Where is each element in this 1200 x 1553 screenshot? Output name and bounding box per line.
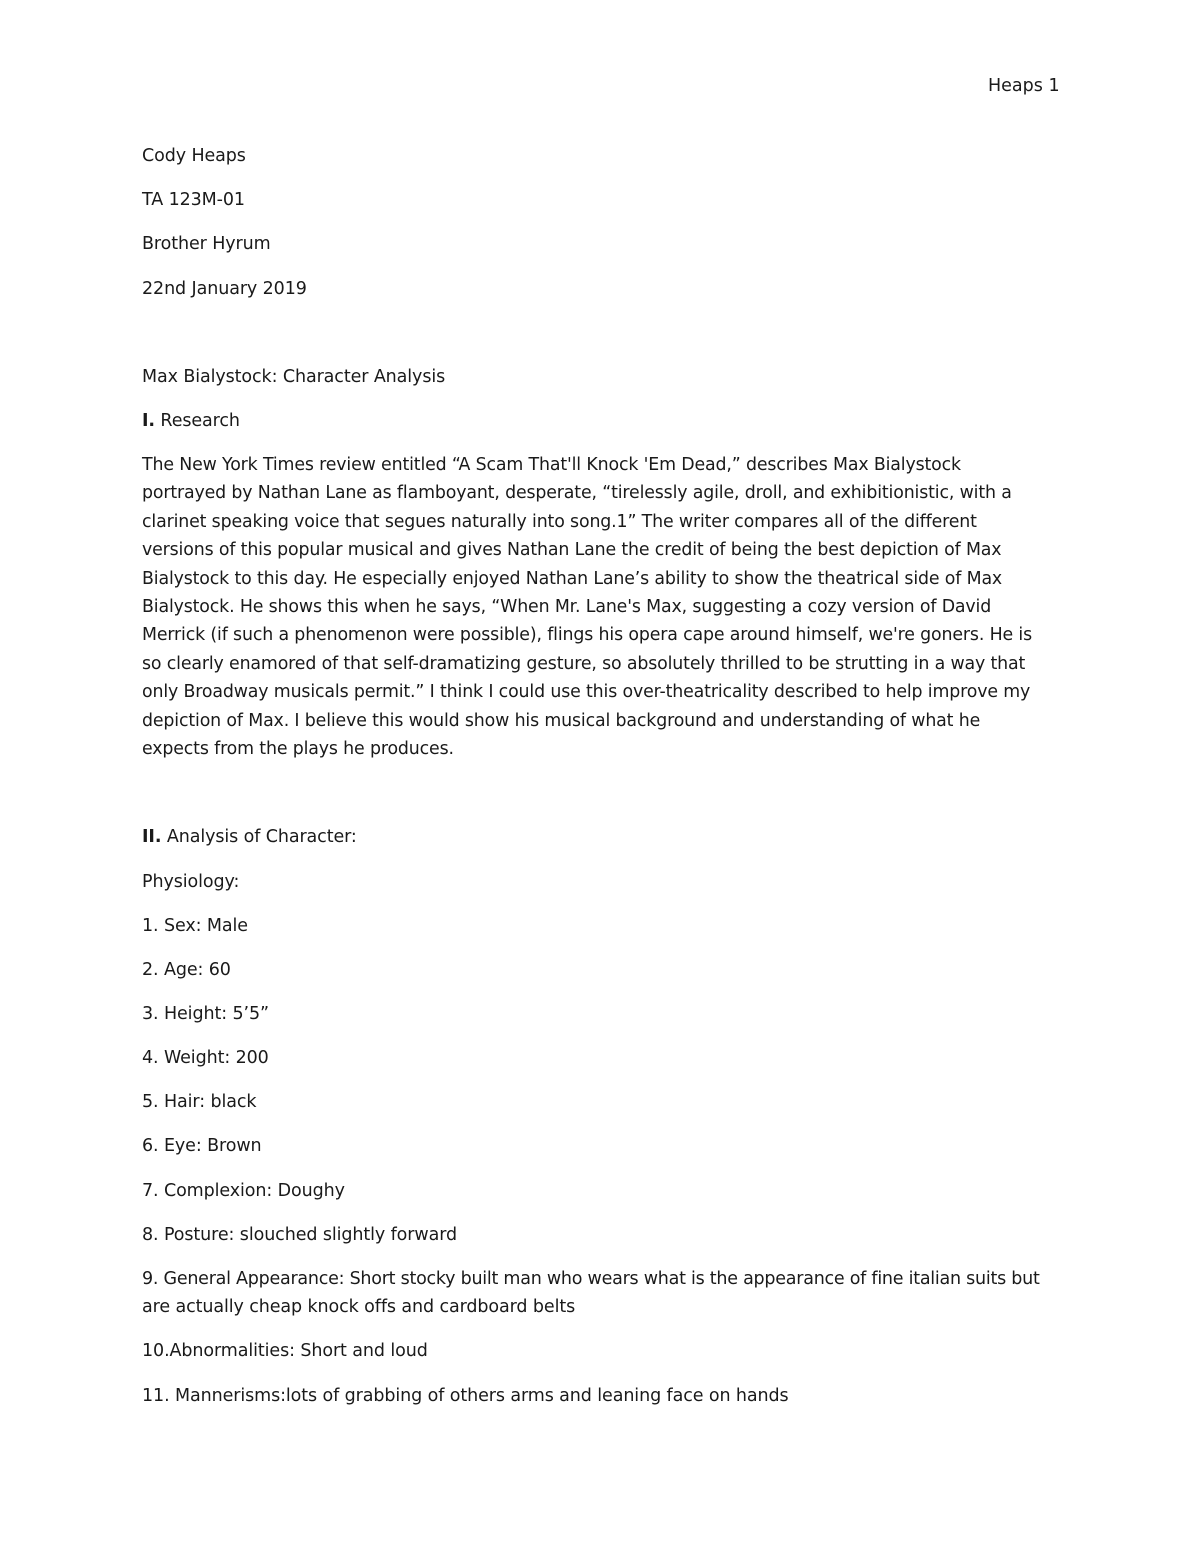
list-item-weight: 4. Weight: 200: [142, 1048, 269, 1068]
list-item-age: 2. Age: 60: [142, 960, 231, 980]
paragraph-line: versions of this popular musical and gives Nathan Lane the credit of being the best depiction of Max: [142, 540, 1002, 561]
course-number: TA 123M-01: [142, 190, 245, 210]
paragraph-line: Merrick (if such a phenomenon were possible), flings his opera cape around himself, we're goners. He is: [142, 625, 1032, 646]
section-1-title: Research: [154, 411, 240, 431]
section-2-numeral: II.: [142, 827, 162, 847]
paragraph-line: expects from the plays he produces.: [142, 739, 454, 760]
list-item-eye: 6. Eye: Brown: [142, 1136, 262, 1156]
running-head: Heaps 1: [988, 76, 1060, 96]
paragraph-line: depiction of Max. I believe this would show his musical background and understanding of what he: [142, 710, 981, 731]
list-item-complexion: 7. Complexion: Doughy: [142, 1181, 345, 1201]
list-item-appearance: 9. General Appearance: Short stocky built man who wears what is the appearance of fine italian suits but: [142, 1269, 1040, 1289]
list-item-posture: 8. Posture: slouched slightly forward: [142, 1225, 458, 1245]
author-name: Cody Heaps: [142, 146, 246, 166]
section-1-heading: [142, 410, 240, 432]
list-item-appearance-continued: are actually cheap knock offs and cardboard belts: [142, 1297, 576, 1317]
list-item-sex: 1. Sex: Male: [142, 916, 248, 936]
list-item-height: 3. Height: 5’5”: [142, 1004, 269, 1024]
instructor-name: Brother Hyrum: [142, 234, 271, 254]
section-2-title: Analysis of Character:: [161, 827, 357, 847]
paragraph-line: so clearly enamored of that self-dramatizing gesture, so absolutely thrilled to be strutting in a way that: [142, 653, 1026, 674]
list-item-mannerisms: 11. Mannerisms:lots of grabbing of others arms and leaning face on hands: [142, 1386, 789, 1406]
paragraph-line: Bialystock to this day. He especially enjoyed Nathan Lane’s ability to show the theatrical side of Max: [142, 568, 1003, 589]
physiology-subheading: Physiology:: [142, 872, 240, 892]
paragraph-line: Bialystock. He shows this when he says, “When Mr. Lane's Max, suggesting a cozy version of David: [142, 597, 992, 618]
section-2-heading: [142, 826, 357, 848]
paragraph-line: only Broadway musicals permit.” I think I could use this over-theatricality described to help improve my: [142, 682, 1031, 703]
paragraph-line: The New York Times review entitled “A Scam That'll Knock 'Em Dead,” describes Max Bialystock: [142, 455, 961, 475]
paragraph-line: clarinet speaking voice that segues naturally into song.1” The writer compares all of the different: [142, 511, 977, 532]
section-1-numeral: I.: [142, 411, 155, 431]
list-item-abnormalities: 10.Abnormalities: Short and loud: [142, 1341, 428, 1361]
document-title: Max Bialystock: Character Analysis: [142, 367, 446, 387]
list-item-hair: 5. Hair: black: [142, 1092, 257, 1112]
document-date: 22nd January 2019: [142, 279, 307, 299]
paragraph-line: portrayed by Nathan Lane as flamboyant, desperate, “tirelessly agile, droll, and exhibitionistic, with a: [142, 483, 1012, 504]
research-paragraph: [142, 451, 1072, 763]
